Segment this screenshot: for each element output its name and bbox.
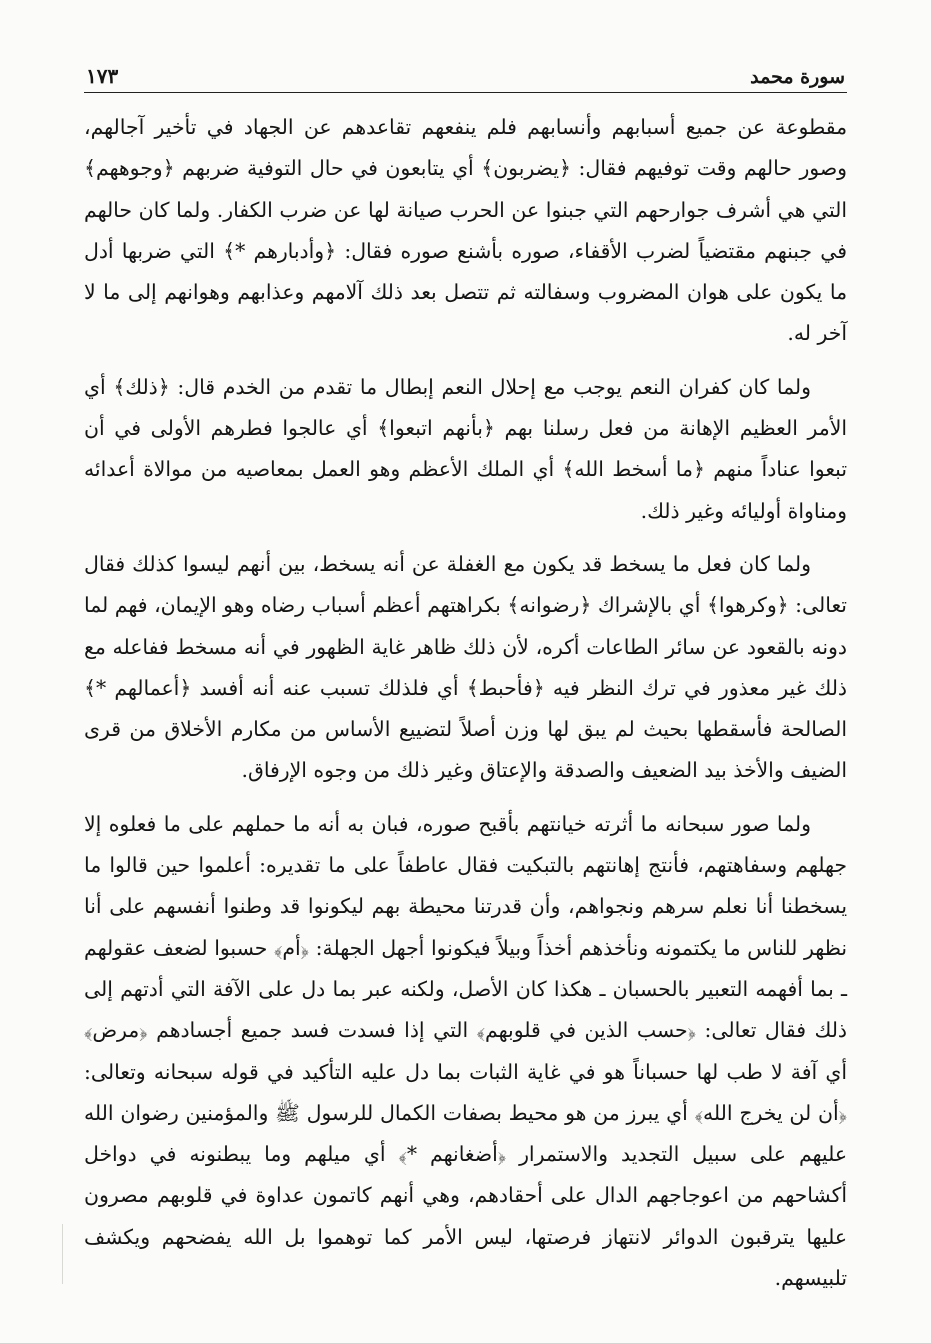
paragraph-4: ولما صور سبحانه ما أثرته خيانتهم بأقبح صوره، فبان به أنه ما حملهم على ما فعلوه إلا جهلهم وسفاهتهم، فأنتج إهانتهم بالتبكيت فقال عاطفاً على ما تقديره: أعلموا حين قالوا ما يسخطنا أنا نعلم سرهم ونجواهم، وأن قدرتنا محيطة بهم ليكونوا قد وطنوا أنفسهم على أنا نظهر للناس ما يكتمونه ونأخذهم أخذاً وبيلاً فيكونوا أجهل الجهلة: ﴿أم﴾ حسبوا لضعف عقولهم ـ بما أفهمه التعبير بالحسبان ـ هكذا كان الأصل، ولكنه عبر بما دل على الآفة التي أدتهم إلى ذلك فقال تعالى: ﴿حسب الذين في قلوبهم﴾ التي إذا فسدت فسد جميع أجسادهم ﴿مرض﴾ أي آفة لا طب لها حسباناً هو في غاية الثبات بما دل عليه التأكيد في قوله سبحانه وتعالى: ﴿أن لن يخرج الله﴾ أي يبرز من هو محيط بصفات الكمال للرسول ﷺ والمؤمنين رضوان الله عليهم على سبيل التجديد والاستمرار ﴿أضغانهم *﴾ أي ميلهم وما يبطنونه في دواخل أكشاحهم من اعوجاجهم الدال على أحقادهم، وهي أنهم كاتمون عداوة في قلوبهم مصرون عليها يترقبون الدوائر لانتهاز فرصتها، ليس الأمر كما توهموا بل الله يفضحهم ويكشف تلبيسهم. [84, 811, 847, 1291]
scan-margin-mark [62, 1224, 63, 1284]
page-body [84, 107, 847, 1299]
page-header [84, 52, 847, 93]
paragraph-2: ولما كان كفران النعم يوجب مع إحلال النعم إبطال ما تقدم من الخدم قال: ﴿ذلك﴾ أي الأمر العظيم الإهانة من فعل رسلنا بهم ﴿بأنهم اتبعوا﴾ أي عالجوا فطرهم الأولى في أن تبعوا عناداً منهم ﴿ما أسخط الله﴾ أي الملك الأعظم وهو العمل بمعاصيه من موالاة أعدائه ومناواة أوليائه وغير ذلك. [84, 374, 847, 523]
paragraph-3: ولما كان فعل ما يسخط قد يكون مع الغفلة عن أنه يسخط، بين أنهم ليسوا كذلك فقال تعالى: ﴿وكرهوا﴾ أي بالإشراك ﴿رضوانه﴾ بكراهتهم أعظم أسباب رضاه وهو الإيمان، فهم لما دونه بالقعود عن سائر الطاعات أكره، لأن ذلك ظاهر غاية الظهور في أنه مسخط ففاعله مع ذلك غير معذور في ترك النظر فيه ﴿فأحبط﴾ أي فلذلك تسبب عنه أنه أفسد ﴿أعمالهم *﴾ الصالحة فأسقطها بحيث لم يبق لها وزن أصلاً لتضييع الأساس من مكارم الأخلاق من قرى الضيف والأخذ بيد الضعيف والصدقة والإعتاق وغير ذلك من وجوه الإرفاق. [84, 551, 847, 783]
page-number: ١٧٣ [86, 64, 119, 88]
paragraph-1: مقطوعة عن جميع أسبابهم وأنسابهم فلم ينفعهم تقاعدهم عن الجهاد في تأخير آجالهم، وصور حالهم وقت توفيهم فقال: ﴿يضربون﴾ أي يتابعون في حال التوفية ضربهم ﴿وجوههم﴾ التي هي أشرف جوارحهم التي جبنوا عن الحرب صيانة لها عن ضرب الكفار. ولما كان حالهم في جبنهم مقتضياً لضرب الأقفاء، صوره بأشنع صوره فقال: ﴿وأدبارهم *﴾ التي ضربها أدل ما يكون على هوان المضروب وسفالته ثم تتصل بعد ذلك آلامهم وعذابهم وهوانهم إلى ما لا آخر له. [84, 115, 847, 346]
running-title: سورة محمد [750, 66, 845, 88]
